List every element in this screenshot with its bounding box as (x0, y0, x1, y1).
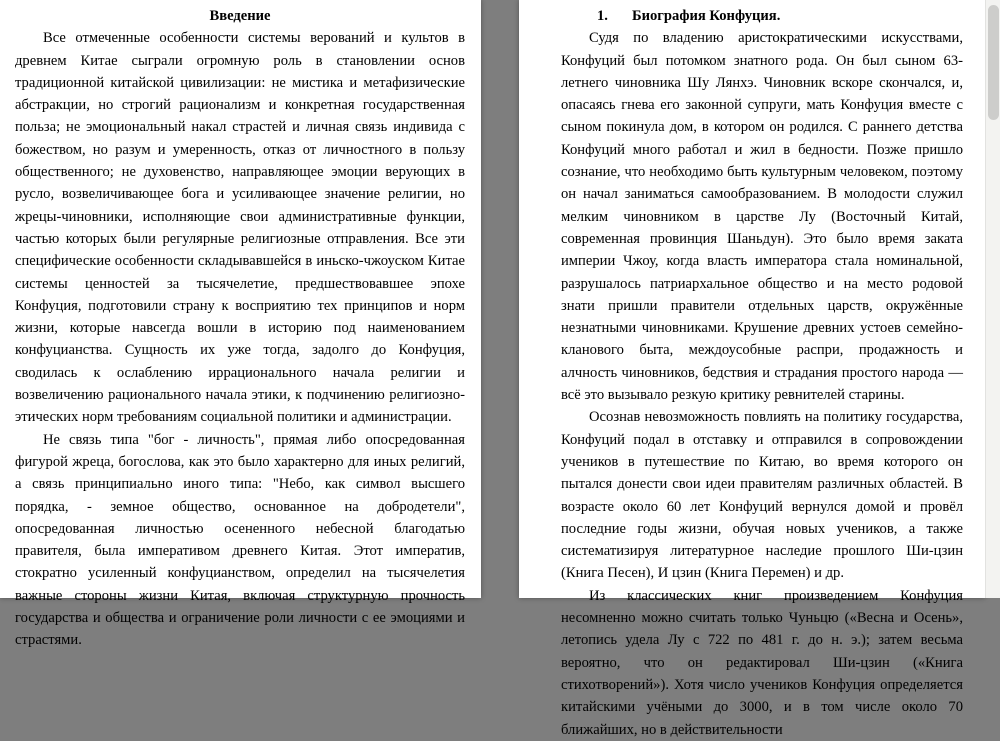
chapter-title: Биография Конфуция. (631, 8, 781, 24)
vertical-scrollbar[interactable] (985, 0, 1000, 598)
page-left (0, 0, 481, 649)
paragraph: Из классических книг произведением Конфуция несомненно можно считать только Чуньцю («Весна и Осень», летопись удела Лу с 722 по 481 г. до н. э.); затем весьма вероятно, что он редактировал Ши-цзин («Книга стихотворений»). Хотя число учеников Конфуция определяется китайскими учёными до 3000, и в том числе около 70 ближайших, но в действительности (561, 587, 963, 738)
chapter-number: 1. (597, 8, 608, 24)
page-gap (481, 0, 519, 598)
chapter-heading (561, 5, 963, 27)
paragraph: Не связь типа "бог - личность", прямая либо опосредованная фигурой жреца, богослова, как это было характерно для иных религий, а связь принципиально иного типа: "Небо, как символ высшего порядка, - земное общество, основанное на добродетели", опосредованная личностью осененного небесной благодатью правителя, была императивом древнего Китая. Этот императив, стократно усиленный конфуцианством, определил на тысячелетия важные стороны жизни Китая, включая структурную прочность государства и общества и ограничение роли личности с ее эмоциями и страстями. (15, 431, 465, 649)
page-right (519, 0, 985, 738)
scrollbar-thumb[interactable] (988, 5, 999, 120)
paragraph: Осознав невозможность повлиять на политику государства, Конфуций подал в отставку и отправился в сопровождении учеников в путешествие по Китаю, во время которого он пытался донести свои идеи правителям различных областей. В возрасте около 60 лет Конфуций вернулся домой и провёл последние годы жизни, обучая новых учеников, а также систематизируя литературное наследие прошлого Ши-цзин (Книга Песен), И цзин (Книга Перемен) и др. (561, 409, 963, 582)
introduction-title: Введение (209, 8, 271, 24)
paragraph: Судя по владению аристократическими искусствами, Конфуций был потомком знатного рода. Он был сыном 63-летнего чиновника Шу Лянхэ. Чиновник вскоре скончался, и, опасаясь гнева его законной супруги, мать Конфуция вместе с сыном покинула дом, в котором он родился. С раннего детства Конфуций много работал и жил в бедности. Позже пришло сознание, что необходимо быть культурным человеком, поэтому он начал заниматься самообразованием. В молодости служил мелким чиновником в царстве Лу (Восточный Китай, современная провинция Шаньдун). Это было время заката империи Чжоу, когда власть императора стала номинальной, разрушалось патриархальное общество и на место родовой знати пришли правители отдельных царств, окружённые незнатными чиновниками. Крушение древних устоев семейно-кланового быта, междоусобные распри, продажность и алчность чиновников, бедствия и страдания простого народа — всё это вызывало резкую критику ревнителей старины. (561, 30, 963, 404)
paragraph: Все отмеченные особенности системы верований и культов в древнем Китае сыграли огромную роль в становлении основ традиционной китайской цивилизации: не мистика и метафизические абстракции, но строгий рационализм и конкретная государственная польза; не эмоциональный накал страстей и личная связь индивида с божеством, но разум и умеренность, отказ от личностного в пользу общественного; не духовенство, направляющее эмоции верующих в русло, возвеличивающее бога и усиливающее значение религии, но жрецы-чиновники, исполняющие свои административные функции, частью которых были регулярные религиозные отправления. Все эти специфические особенности складывавшейся в иньско-чжоуском Китае системы ценностей за тысячелетие, предшествовавшее эпохе Конфуция, подготовили страну к восприятию тех принципов и норм жизни, которые навсегда вошли в историю под наименованием конфуцианства. Сущность их уже тогда, задолго до Конфуция, сводилась к ослаблению иррационального начала религии и возвеличению рационального начала этики, к подчинению религиозно-этических норм требованиям социальной политики и администрации. (15, 30, 465, 426)
